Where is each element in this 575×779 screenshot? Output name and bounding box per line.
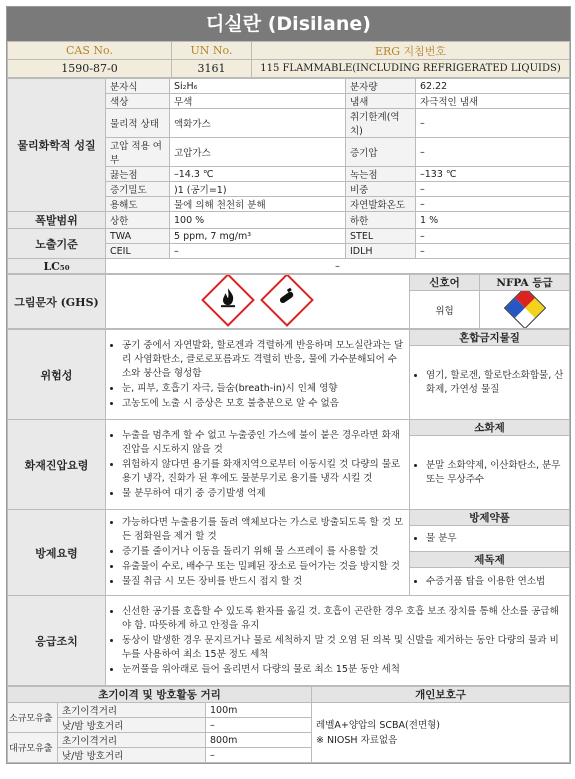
detox-agent-list [410, 568, 570, 596]
prop-label: 취기한계(역치) [346, 109, 416, 138]
ghs-pictograms [106, 275, 410, 329]
cas-label: CAS No. [8, 42, 172, 60]
un-value: 3161 [172, 60, 252, 78]
hazard-list [106, 330, 410, 420]
prop-label: 하한 [346, 212, 416, 229]
firstaid-section-label: 응급조치 [8, 596, 106, 686]
hazard-section-label: 위험성 [8, 330, 106, 420]
nfpa-diamond [480, 291, 570, 329]
prop-value: 액화가스 [170, 109, 346, 138]
prop-value: 5 ppm, 7 mg/m³ [170, 229, 346, 244]
list-item: • 눈꺼풀을 위아래로 들어 올리면서 다량의 물로 최소 15분 동안 세척 [122, 663, 565, 677]
list-item: • 눈, 피부, 호흡기 자극, 들숨(breath-in)시 인체 영향 [122, 382, 405, 396]
prop-label: 상한 [106, 212, 170, 229]
distance-value: – [206, 718, 312, 733]
distance-value: – [206, 748, 312, 763]
page-title: 디실란 (Disilane) [7, 7, 570, 41]
msds-sheet [6, 6, 571, 764]
prop-label: 물리적 상태 [106, 109, 170, 138]
list-item: • 신선한 공기를 호흡할 수 있도록 환자를 옮길 것. 호흡이 곤란한 경우 호흡 보조 장치를 통해 산소를 공급해야 함. 따뜻하게 하고 안정을 유지 [122, 605, 565, 633]
ghs-section-label: 그림문자 (GHS) [8, 275, 106, 329]
list-item: • 위험하지 않다면 용기를 화재지역으로부터 이동시킬 것 다량의 물로 용기 냉각, 진화가 된 후에도 물분무기로 용기를 냉각 시킬 것 [122, 458, 405, 486]
ppe-line: 레벨A+양압의 SCBA(전면형) [316, 719, 441, 731]
erg-value: 115 FLAMMABLE(INCLUDING REFRIGERATED LIQUIDS) [252, 60, 570, 78]
control-section-label: 방제요령 [8, 510, 106, 596]
small-spill-label: 소규모유출 [8, 703, 58, 733]
prop-label: TWA [106, 229, 170, 244]
ppe-label: 개인보호구 [312, 687, 570, 703]
flame-icon [201, 275, 255, 327]
prop-value: Si₂H₆ [170, 79, 346, 94]
un-label: UN No. [172, 42, 252, 60]
prop-value: – [416, 109, 570, 138]
distance-label: 초기이격거리 [58, 703, 206, 718]
hazard-table [7, 329, 570, 686]
list-item: • 염기, 할로겐, 할로탄소화합물, 산화제, 가연성 물질 [426, 369, 565, 397]
prop-label: 색상 [106, 94, 170, 109]
identifier-table [7, 41, 570, 78]
prop-label: 냄새 [346, 94, 416, 109]
distance-label: 낮/밤 방호거리 [58, 718, 206, 733]
prop-value: 물에 의해 천천히 분해 [170, 197, 346, 212]
incompatible-list [410, 346, 570, 420]
prop-label: 고압 적용 여부 [106, 138, 170, 167]
control-agent-list [410, 526, 570, 552]
firstaid-list [106, 596, 570, 686]
detox-agent-label: 제독제 [410, 552, 570, 568]
list-item: • 가능하다면 누출용기를 돌려 액체보다는 가스로 방출되도록 할 것 모든 점화원을 제거 할 것 [122, 516, 405, 544]
extinguisher-label: 소화제 [410, 420, 570, 436]
list-item: • 증기를 줄이거나 이동을 돌리기 위해 물 스프레이 를 사용할 것 [122, 545, 405, 559]
prop-label: STEL [346, 229, 416, 244]
prop-value: – [416, 197, 570, 212]
ppe-line: ※ NIOSH 자료없음 [316, 734, 398, 746]
fire-list [106, 420, 410, 510]
prop-label: 용해도 [106, 197, 170, 212]
prop-value: –14.3 ℃ [170, 167, 346, 182]
list-item: • 누출을 멈추게 할 수 없고 누출중인 가스에 불이 붙은 경우라면 화재진압을 시도하지 않을 것 [122, 429, 405, 457]
nfpa-label: NFPA 등급 [480, 275, 570, 291]
prop-value: 100 % [170, 212, 346, 229]
prop-label: IDLH [346, 244, 416, 259]
prop-value: )1 (공기=1) [170, 182, 346, 197]
control-agent-label: 방제약품 [410, 510, 570, 526]
exposure-section-label: 노출기준 [8, 229, 106, 259]
prop-label: 끓는점 [106, 167, 170, 182]
list-item: • 동상이 발생한 경우 문지르거나 물로 세척하지 말 것 오염 된 의복 및 신발을 제거하는 동안 다량의 물과 비누를 사용하여 최소 15분 정도 세척 [122, 634, 565, 662]
signal-word-label: 신호어 [410, 275, 480, 291]
fire-section-label: 화재진압요령 [8, 420, 106, 510]
isolation-table [7, 686, 570, 763]
ppe-text [312, 703, 570, 763]
control-list [106, 510, 410, 596]
physical-section-label: 물리화학적 성질 [8, 79, 106, 212]
lc50-value: – [106, 259, 570, 274]
prop-label: 분자량 [346, 79, 416, 94]
gas-cylinder-icon [260, 275, 314, 327]
prop-label: 자연발화온도 [346, 197, 416, 212]
distance-value: 100m [206, 703, 312, 718]
extinguisher-list [410, 436, 570, 510]
prop-value: –133 ℃ [416, 167, 570, 182]
prop-label: 증기밀도 [106, 182, 170, 197]
prop-label: 비중 [346, 182, 416, 197]
cas-value: 1590-87-0 [8, 60, 172, 78]
prop-value: – [416, 229, 570, 244]
signal-word-value: 위험 [410, 291, 480, 329]
prop-label: 분자식 [106, 79, 170, 94]
prop-value: – [416, 244, 570, 259]
prop-value: – [170, 244, 346, 259]
prop-value: 62.22 [416, 79, 570, 94]
prop-value: 자극적인 냄새 [416, 94, 570, 109]
incompatible-label: 혼합금지물질 [410, 330, 570, 346]
list-item: • 유출물이 수로, 배수구 또는 밀폐된 장소로 들어가는 것을 방지할 것 [122, 560, 405, 574]
isolation-section-label: 초기이격 및 방호활동 거리 [8, 687, 312, 703]
lc50-section-label: LC₅₀ [8, 259, 106, 274]
list-item: • 수증거품 탑을 이용한 연소법 [426, 575, 565, 589]
ghs-table [7, 274, 570, 329]
erg-label: ERG 지침번호 [252, 42, 570, 60]
list-item: • 물 분무하여 대기 중 증기발생 억제 [122, 487, 405, 501]
distance-label: 초기이격거리 [58, 733, 206, 748]
large-spill-label: 대규모유출 [8, 733, 58, 763]
list-item: • 공기 중에서 자연발화, 할로겐과 격렬하게 반응하며 모노실란과는 달리 사염화탄소, 클로로포름과도 격렬히 반응, 물에 가수분해되어 수소와 붕산을 형성함 [122, 339, 405, 381]
list-item: • 물질 취급 시 모든 장비를 반드시 접지 할 것 [122, 575, 405, 589]
prop-label: 녹는점 [346, 167, 416, 182]
prop-value: – [416, 138, 570, 167]
list-item: • 물 분무 [426, 532, 565, 546]
distance-value: 800m [206, 733, 312, 748]
prop-label: 증기압 [346, 138, 416, 167]
distance-label: 낮/밤 방호거리 [58, 748, 206, 763]
nfpa-diamond-icon [503, 291, 545, 329]
properties-table [7, 78, 570, 274]
prop-value: 고압가스 [170, 138, 346, 167]
prop-value: 1 % [416, 212, 570, 229]
list-item: • 분말 소화약제, 이산화탄소, 분무 또는 무상주수 [426, 459, 565, 487]
prop-value: 무색 [170, 94, 346, 109]
list-item: • 고농도에 노출 시 증상은 모호 불충분으로 알 수 없음 [122, 397, 405, 411]
explosive-section-label: 폭발범위 [8, 212, 106, 229]
prop-value: – [416, 182, 570, 197]
prop-label: CEIL [106, 244, 170, 259]
